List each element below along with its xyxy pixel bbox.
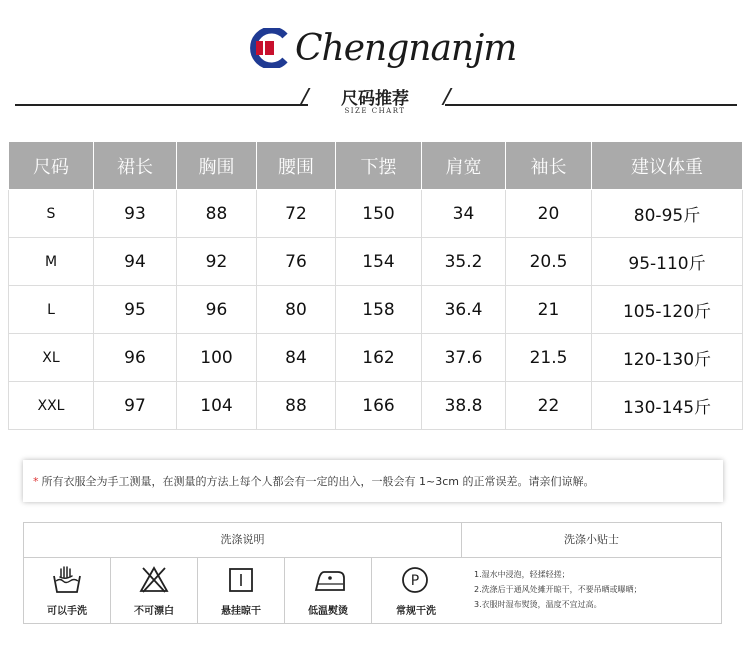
care-instructions xyxy=(23,522,722,624)
care-label: 可以手洗 xyxy=(47,606,87,617)
table-cell: 93 xyxy=(94,190,177,238)
care-label: 低温熨烫 xyxy=(308,606,348,617)
table-cell: 20 xyxy=(506,190,592,238)
brand-logo xyxy=(247,26,517,72)
table-cell: 97 xyxy=(94,382,177,430)
table-cell: 34 xyxy=(422,190,506,238)
table-cell: 37.6 xyxy=(422,334,506,382)
column-header: 下摆 xyxy=(336,142,422,190)
hang-dry-icon xyxy=(226,564,256,596)
table-row xyxy=(9,334,743,382)
care-label: 不可漂白 xyxy=(134,606,174,617)
wash-tips-list xyxy=(474,567,714,612)
table-cell: 120-130斤 xyxy=(592,334,743,382)
note-text xyxy=(33,473,594,489)
table-cell: 100 xyxy=(177,334,257,382)
table-cell: 166 xyxy=(336,382,422,430)
table-cell: S xyxy=(9,190,94,238)
table-cell: 80 xyxy=(257,286,336,334)
table-cell: XXL xyxy=(9,382,94,430)
table-cell: 154 xyxy=(336,238,422,286)
header-rule-right xyxy=(445,104,737,106)
column-header: 肩宽 xyxy=(422,142,506,190)
list-item: 2.洗涤后于通风处摊开晾干，不要吊晒或曝晒； xyxy=(474,585,642,594)
page-subtitle: SIZE CHART xyxy=(344,107,406,115)
table-cell: 95-110斤 xyxy=(592,238,743,286)
table-cell: 95 xyxy=(94,286,177,334)
wash-tips-title: 洗涤小贴士 xyxy=(462,523,721,558)
hand-wash-icon xyxy=(52,564,82,596)
table-cell: 88 xyxy=(177,190,257,238)
header-rule-right-tick xyxy=(441,88,452,105)
care-item-no-bleach xyxy=(111,558,198,623)
table-cell: 92 xyxy=(177,238,257,286)
table-cell: 88 xyxy=(257,382,336,430)
care-item-hand-wash xyxy=(24,558,111,623)
column-header: 腰围 xyxy=(257,142,336,190)
brand-c-logo-icon xyxy=(247,28,291,68)
table-cell: 80-95斤 xyxy=(592,190,743,238)
column-header: 尺码 xyxy=(9,142,94,190)
header-rule-left xyxy=(15,104,308,106)
note-star: * xyxy=(33,475,39,488)
table-cell: 22 xyxy=(506,382,592,430)
table-cell: 84 xyxy=(257,334,336,382)
dry-clean-icon xyxy=(400,564,430,596)
low-iron-icon xyxy=(313,564,347,596)
list-item: 3.衣服时湿布熨烫，温度不宜过高。 xyxy=(474,600,602,609)
header-rule-left-tick xyxy=(299,88,310,105)
column-header: 裙长 xyxy=(94,142,177,190)
table-header-row xyxy=(9,142,743,190)
care-item-dry-clean xyxy=(372,558,460,623)
table-cell: 130-145斤 xyxy=(592,382,743,430)
table-cell: 158 xyxy=(336,286,422,334)
table-cell: 35.2 xyxy=(422,238,506,286)
measurement-note xyxy=(23,460,723,502)
page-title: 尺码推荐 xyxy=(341,89,409,109)
table-cell: 21 xyxy=(506,286,592,334)
list-item: 1.湿水中浸泡，轻揉轻搓； xyxy=(474,570,570,579)
table-cell: 38.8 xyxy=(422,382,506,430)
note-body: 所有衣服全为手工测量，在测量的方法上每个人都会有一定的出入，一般会有 1~3cm 的正常误差。请亲们谅解。 xyxy=(41,475,595,488)
wash-instructions-title: 洗涤说明 xyxy=(24,523,462,558)
table-cell: L xyxy=(9,286,94,334)
table-cell: 96 xyxy=(177,286,257,334)
column-header: 建议体重 xyxy=(592,142,743,190)
table-cell: 96 xyxy=(94,334,177,382)
table-cell: 104 xyxy=(177,382,257,430)
table-row xyxy=(9,190,743,238)
table-cell: 36.4 xyxy=(422,286,506,334)
table-cell: XL xyxy=(9,334,94,382)
column-header: 胸围 xyxy=(177,142,257,190)
care-label: 常规干洗 xyxy=(396,606,436,617)
table-cell: 162 xyxy=(336,334,422,382)
table-row xyxy=(9,238,743,286)
table-cell: M xyxy=(9,238,94,286)
table-cell: 72 xyxy=(257,190,336,238)
care-item-low-iron xyxy=(285,558,372,623)
column-header: 袖长 xyxy=(506,142,592,190)
dry-clean-symbol: P xyxy=(410,573,420,589)
no-bleach-icon xyxy=(139,564,169,596)
table-cell: 21.5 xyxy=(506,334,592,382)
brand-wordmark: Chengnanjm xyxy=(295,28,517,69)
table-cell: 105-120斤 xyxy=(592,286,743,334)
table-row xyxy=(9,382,743,430)
care-item-hang-dry xyxy=(198,558,285,623)
table-cell: 94 xyxy=(94,238,177,286)
table-cell: 76 xyxy=(257,238,336,286)
table-cell: 150 xyxy=(336,190,422,238)
size-table xyxy=(8,141,743,430)
table-row xyxy=(9,286,743,334)
table-cell: 20.5 xyxy=(506,238,592,286)
care-label: 悬挂晾干 xyxy=(221,606,261,617)
